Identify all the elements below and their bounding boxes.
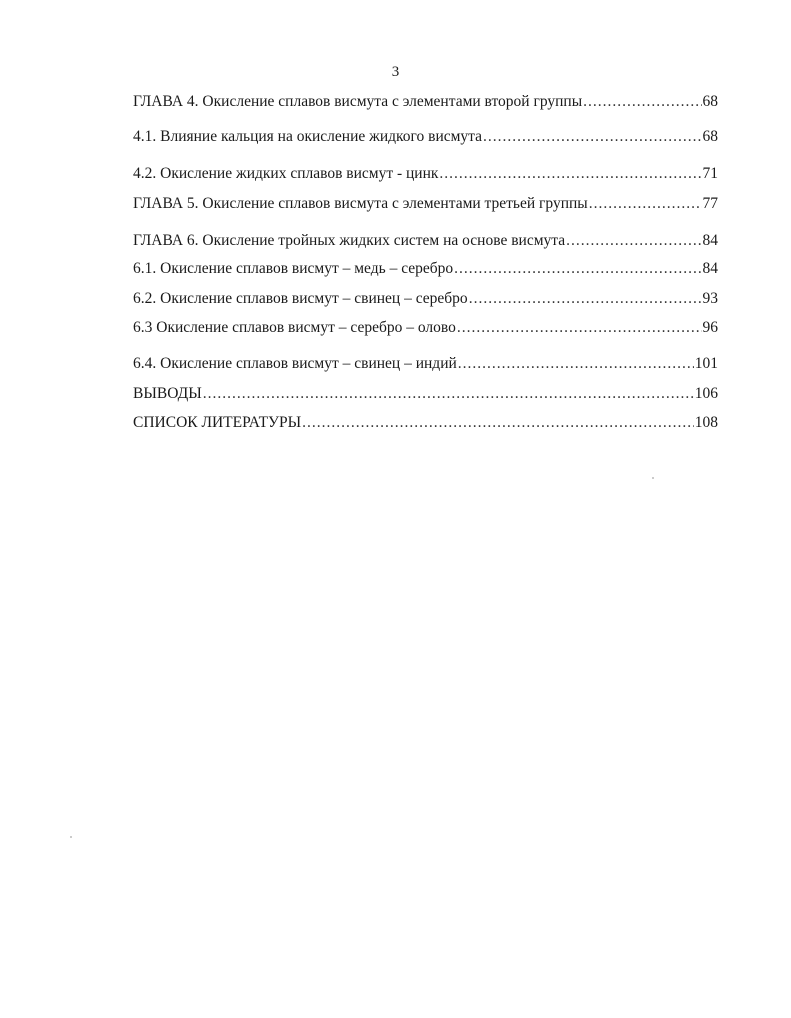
toc-entry-page: 108 [694, 414, 718, 431]
toc-entry-references [133, 413, 718, 433]
toc-dot-leader [483, 127, 701, 147]
toc-entry-chapter-4 [133, 92, 718, 112]
toc-entry-6-2 [133, 289, 718, 309]
toc-dot-leader [302, 413, 694, 433]
toc-entry-page: 71 [702, 165, 718, 182]
toc-dot-leader [566, 231, 701, 251]
toc-dot-leader [203, 384, 694, 404]
scan-speck [652, 477, 654, 479]
toc-entry-6-3 [133, 318, 718, 338]
toc-dot-leader [589, 194, 702, 214]
toc-entry-title: СПИСОК ЛИТЕРАТУРЫ [133, 414, 302, 431]
toc-entry-page: 93 [702, 290, 718, 307]
toc-entry-page: 101 [694, 355, 718, 372]
toc-dot-leader [457, 318, 702, 338]
toc-entry-page: 96 [702, 319, 718, 336]
toc-dot-leader [454, 259, 701, 279]
toc-entry-title: 6.2. Окисление сплавов висмут – свинец – серебро [133, 290, 468, 307]
toc-entry-conclusions [133, 384, 718, 404]
toc-entry-title: 6.4. Окисление сплавов висмут – свинец – индий [133, 355, 457, 372]
toc-dot-leader [458, 354, 694, 374]
toc-entry-title: ГЛАВА 4. Окисление сплавов висмута с элементами второй группы [133, 93, 583, 110]
toc-entry-6-1 [133, 259, 718, 279]
toc-entry-page: 77 [702, 195, 718, 212]
toc-entry-page: 68 [702, 128, 718, 145]
toc-entry-page: 106 [694, 385, 718, 402]
toc-entry-4-1 [133, 127, 718, 147]
toc-entry-title: ГЛАВА 6. Окисление тройных жидких систем на основе висмута [133, 232, 566, 249]
toc-entry-title: 4.1. Влияние кальция на окисление жидкого висмута [133, 128, 483, 145]
toc-entry-page: 84 [702, 232, 718, 249]
toc-dot-leader [469, 289, 702, 309]
toc-dot-leader [439, 164, 701, 184]
toc-entry-title: 6.3 Окисление сплавов висмут – серебро – олово [133, 319, 456, 336]
toc-dot-leader [583, 92, 701, 112]
toc-entry-4-2 [133, 164, 718, 184]
toc-entry-page: 84 [702, 260, 718, 277]
toc-entry-page: 68 [702, 93, 718, 110]
toc-entry-chapter-5 [133, 194, 718, 214]
page-number: 3 [391, 64, 400, 80]
scan-speck [70, 836, 72, 838]
toc-entry-chapter-6 [133, 231, 718, 251]
toc-entry-title: ГЛАВА 5. Окисление сплавов висмута с элементами третьей группы [133, 195, 588, 212]
toc-entry-title: ВЫВОДЫ [133, 385, 202, 402]
toc-entry-title: 4.2. Окисление жидких сплавов висмут - цинк [133, 165, 439, 182]
toc-entry-title: 6.1. Окисление сплавов висмут – медь – серебро [133, 260, 454, 277]
toc-entry-6-4 [133, 354, 718, 374]
